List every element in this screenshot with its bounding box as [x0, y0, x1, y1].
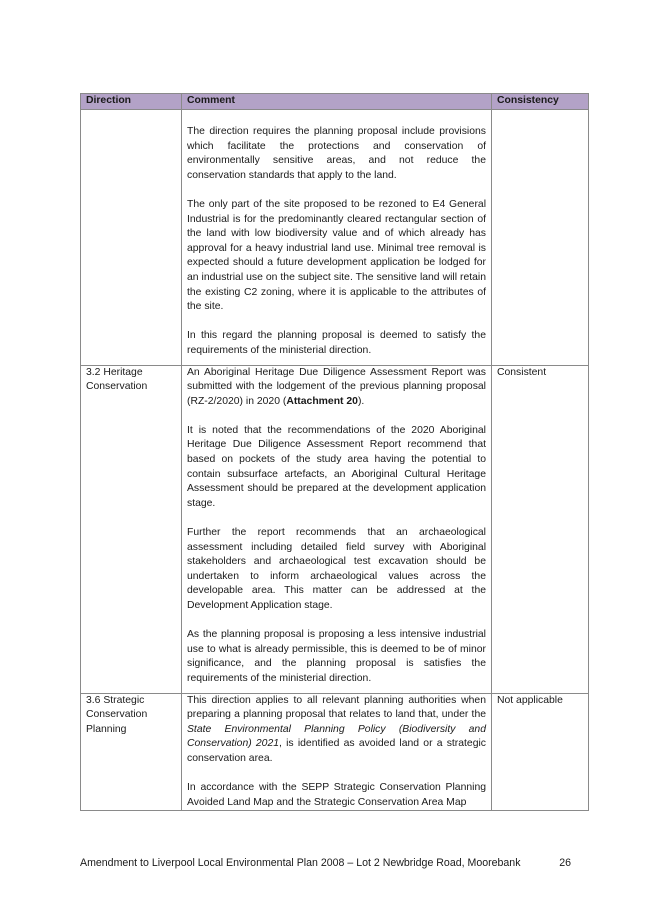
consistency-cell: Consistent [492, 365, 589, 693]
table-row [81, 110, 589, 366]
comment-paragraph [187, 781, 486, 810]
table-header-row [81, 94, 589, 110]
comment-text: The direction requires the planning proposal include provisions which facilitate the protections and conservation of environmentally sensitive areas, and not reduce the conservation standards that apply to the land. [187, 126, 486, 181]
comment-text: This direction applies to all relevant planning authorities when preparing a planning proposal that relates to land that, under the [187, 694, 486, 721]
table-row [81, 693, 589, 811]
consistency-table [80, 93, 589, 811]
comment-paragraph [187, 628, 486, 686]
header-consistency: Consistency [492, 94, 589, 110]
comment-text: ). [357, 395, 365, 407]
consistency-cell [492, 110, 589, 366]
comment-paragraph [187, 366, 486, 410]
header-comment: Comment [182, 94, 492, 110]
comment-paragraph [187, 125, 486, 183]
page-footer [80, 857, 588, 869]
comment-paragraph [187, 198, 486, 315]
comment-paragraph [187, 329, 486, 358]
comment-text: In this regard the planning proposal is deemed to satisfy the requirements of the ministerial direction. [187, 330, 486, 356]
comment-text: , is identified as avoided land or a strategic conservation area. [187, 738, 486, 764]
comment-text: As the planning proposal is proposing a less intensive industrial use to what is already permissible, this is deemed to be of minor significance, and the planning proposal is satisfies the requirements of the ministerial direction. [187, 629, 486, 684]
comment-text: In accordance with the SEPP Strategic Conservation Planning Avoided Land Map and the Strategic Conservation Area Map [187, 782, 486, 808]
comment-paragraph [187, 694, 486, 767]
table-row [81, 365, 589, 693]
comment-paragraph [187, 424, 486, 512]
page-number: 26 [559, 857, 571, 869]
direction-cell: 3.6 Strategic Conservation Planning [81, 693, 182, 811]
footer-title: Amendment to Liverpool Local Environmental Plan 2008 – Lot 2 Newbridge Road, Moorebank [80, 857, 521, 869]
direction-cell: 3.2 Heritage Conservation [81, 365, 182, 693]
policy-title: State Environmental Planning Policy (Biodiversity and Conservation) 2021 [187, 723, 486, 750]
comment-text: The only part of the site proposed to be rezoned to E4 General Industrial is for the predominantly cleared rectangular section of the land with low biodiversity value and of which already has approval for a heavy industrial land use. Minimal tree removal is expected should a future development application be lodged for an industrial use on the subject site. The sensitive land will retain the existing C2 zoning, where it is applicable to the attributes of the site. [187, 198, 486, 313]
comment-cell [182, 365, 492, 693]
comment-cell [182, 693, 492, 811]
comment-text: It is noted that the recommendations of the 2020 Aboriginal Heritage Due Diligence Assessment Report recommend that based on pockets of the study area having the potential to contain subsurface artefacts, an Aboriginal Cultural Heritage Assessment should be prepared at the development application stage. [187, 424, 486, 509]
attachment-reference: Attachment 20 [286, 395, 358, 407]
comment-paragraph [187, 526, 486, 614]
consistency-cell: Not applicable [492, 693, 589, 811]
comment-text: Further the report recommends that an archaeological assessment including detailed field survey with Aboriginal stakeholders and archaeological test excavation should be undertaken to inform archaeological values across the developable area. This matter can be addressed at the Development Application stage. [187, 527, 486, 611]
comment-text: An Aboriginal Heritage Due Diligence Assessment Report was submitted with the lodgement of the previous planning proposal (RZ-2/2020) in 2020 ( [187, 366, 486, 407]
direction-cell [81, 110, 182, 366]
header-direction: Direction [81, 94, 182, 110]
comment-cell [182, 110, 492, 366]
